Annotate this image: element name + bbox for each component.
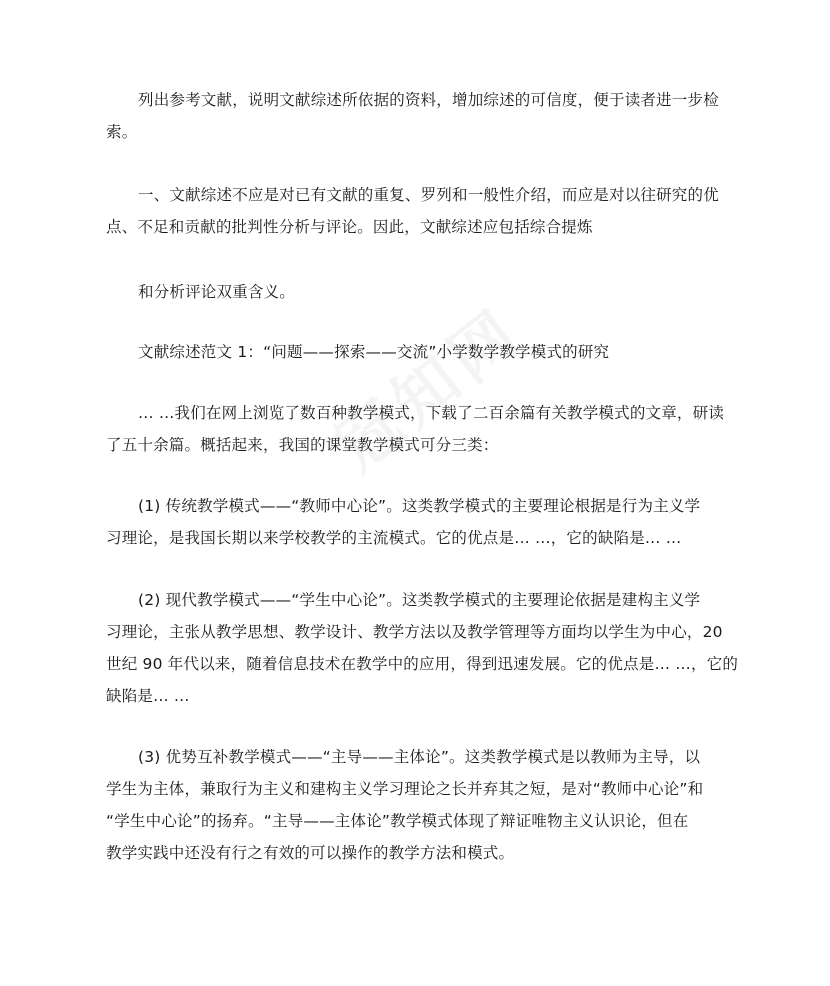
text-line: 点、不足和贡献的批判性分析与评论。因此，文献综述应包括综合提炼: [106, 218, 593, 236]
paragraph-model-three: [106, 741, 726, 869]
text-line: 缺陷是… …: [106, 687, 190, 705]
paragraph-example-title: [106, 336, 726, 368]
text-line: (1) 传统教学模式——“教师中心论”。这类教学模式的主要理论根据是行为主义学: [138, 497, 701, 515]
text-line: (3) 优势互补教学模式——“主导——主体论”。这类教学模式是以教师为主导，以: [138, 748, 701, 766]
paragraph-point-one: [106, 179, 726, 243]
text-line: 索。: [106, 123, 138, 141]
text-line: 习理论，主张从教学思想、教学设计、教学方法以及教学管理等方面均以学生为中心，20: [106, 623, 723, 641]
text-line: 了五十余篇。概括起来，我国的课堂教学模式可分三类：: [106, 436, 499, 454]
text-line: 习理论，是我国长期以来学校教学的主流模式。它的优点是… …，它的缺陷是… …: [106, 529, 682, 547]
text-line: 教学实践中还没有行之有效的可以操作的教学方法和模式。: [106, 844, 515, 862]
paragraph-model-two: [106, 584, 739, 712]
text-line: 和分析评论双重含义。: [138, 283, 296, 301]
paragraph-dual-meaning: [106, 276, 726, 308]
text-line: 学生为主体，兼取行为主义和建构主义学习理论之长并弃其之短，是对“教师中心论”和: [106, 780, 704, 798]
paragraph-overview: [106, 397, 726, 461]
paragraph-model-one: [106, 490, 726, 554]
text-line: 列出参考文献，说明文献综述所依据的资料，增加综述的可信度，便于读者进一步检: [138, 91, 719, 109]
text-line: 一、文献综述不应是对已有文献的重复、罗列和一般性介绍，而应是对以往研究的优: [138, 186, 719, 204]
text-line: … …我们在网上浏览了数百种教学模式，下载了二百余篇有关教学模式的文章，研读: [138, 404, 725, 422]
text-line: “学生中心论”的扬弃。“主导——主体论”教学模式体现了辩证唯物主义认识论，但在: [106, 812, 689, 830]
text-line: (2) 现代教学模式——“学生中心论”。这类教学模式的主要理论依据是建构主义学: [138, 591, 701, 609]
paragraph-references: [106, 84, 726, 148]
text-line: 文献综述范文 1：“问题——探索——交流”小学数学教学模式的研究: [138, 343, 610, 361]
text-line: 世纪 90 年代以来，随着信息技术在教学中的应用，得到迅速发展。它的优点是… …，它的: [106, 655, 739, 673]
